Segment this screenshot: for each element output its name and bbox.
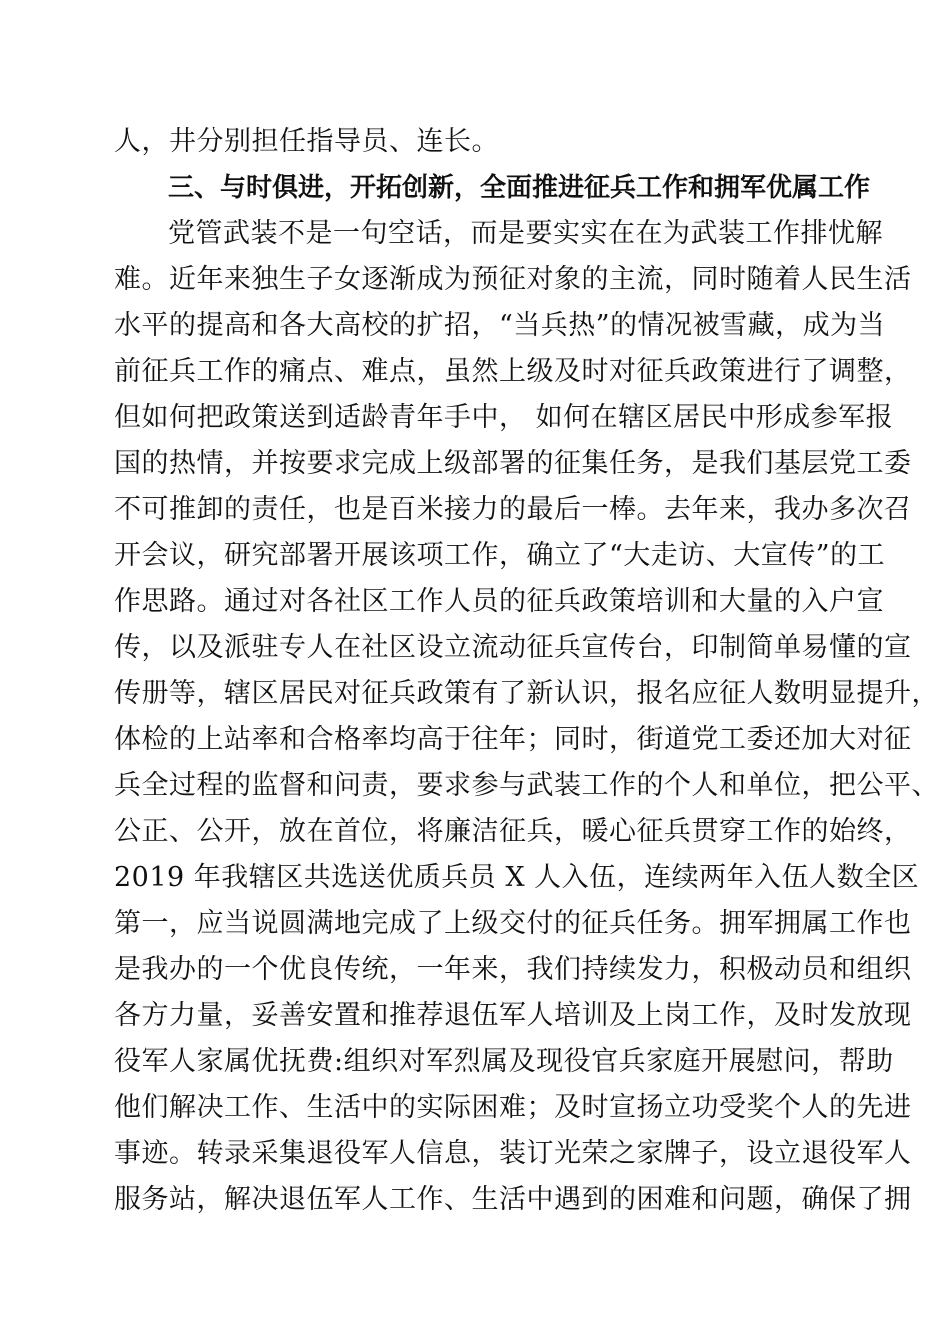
section-heading: 三、与时俱进，开拓创新，全面推进征兵工作和拥军优属工作	[168, 173, 871, 203]
paragraph-line: 传，以及派驻专人在社区设立流动征兵宣传台，印制简单易懂的宣	[114, 632, 912, 663]
paragraph-line: 役军人家属优抚费:组织对军烈属及现役官兵家庭开展慰问，帮助	[114, 1046, 894, 1077]
paragraph-line: 水平的提高和各大高校的扩招，“当兵热”的情况被雪藏，成为当	[114, 310, 886, 341]
paragraph-line: 体检的上站率和合格率均高于往年；同时，街道党工委还加大对征	[114, 724, 912, 755]
paragraph-line: 兵全过程的监督和问责，要求参与武装工作的个人和单位，把公平、	[114, 770, 939, 801]
paragraph-line: 开会议，研究部署开展该项工作，确立了“大走访、大宣传”的工	[114, 540, 886, 571]
paragraph-line: 公正、公开，放在首位，将廉洁征兵，暖心征兵贯穿工作的始终，	[114, 816, 912, 847]
paragraph-line: 第一，应当说圆满地完成了上级交付的征兵任务。拥军拥属工作也	[114, 908, 912, 939]
paragraph-line: 但如何把政策送到适龄青年手中， 如何在辖区居民中形成参军报	[114, 402, 894, 433]
paragraph-line: 2019 年我辖区共选送优质兵员 X 人入伍，连续两年入伍人数全区	[114, 862, 920, 893]
paragraph-line: 前征兵工作的痛点、难点，虽然上级及时对征兵政策进行了调整，	[114, 356, 912, 387]
paragraph-line: 作思路。通过对各社区工作人员的征兵政策培训和大量的入户宣	[114, 586, 884, 617]
text-line: 人，井分别担任指导员、连长。	[114, 126, 499, 157]
paragraph-line: 国的热情，并按要求完成上级部署的征集任务，是我们基层党工委	[114, 448, 912, 479]
paragraph-line: 是我办的一个优良传统，一年来，我们持续发力，积极动员和组织	[114, 954, 912, 985]
paragraph-line: 难。近年来独生子女逐渐成为预征对象的主流，同时随着人民生活	[114, 264, 912, 295]
paragraph-line: 各方力量，妥善安置和推荐退伍军人培训及上岗工作，及时发放现	[114, 1000, 912, 1031]
paragraph-line: 传册等，辖区居民对征兵政策有了新认识，报名应征人数明显提升，	[114, 678, 939, 709]
paragraph-line: 党管武装不是一句空话，而是要实实在在为武装工作排忧解	[168, 218, 883, 249]
paragraph-line: 不可推卸的责任，也是百米接力的最后一棒。去年来，我办多次召	[114, 494, 912, 525]
paragraph-line: 服务站，解决退伍军人工作、生活中遇到的困难和问题，确保了拥	[114, 1184, 912, 1215]
paragraph-line: 事迹。转录采集退役军人信息，装订光荣之家牌子，设立退役军人	[114, 1138, 912, 1169]
paragraph-line: 他们解决工作、生活中的实际困难；及时宣扬立功受奖个人的先进	[114, 1092, 912, 1123]
